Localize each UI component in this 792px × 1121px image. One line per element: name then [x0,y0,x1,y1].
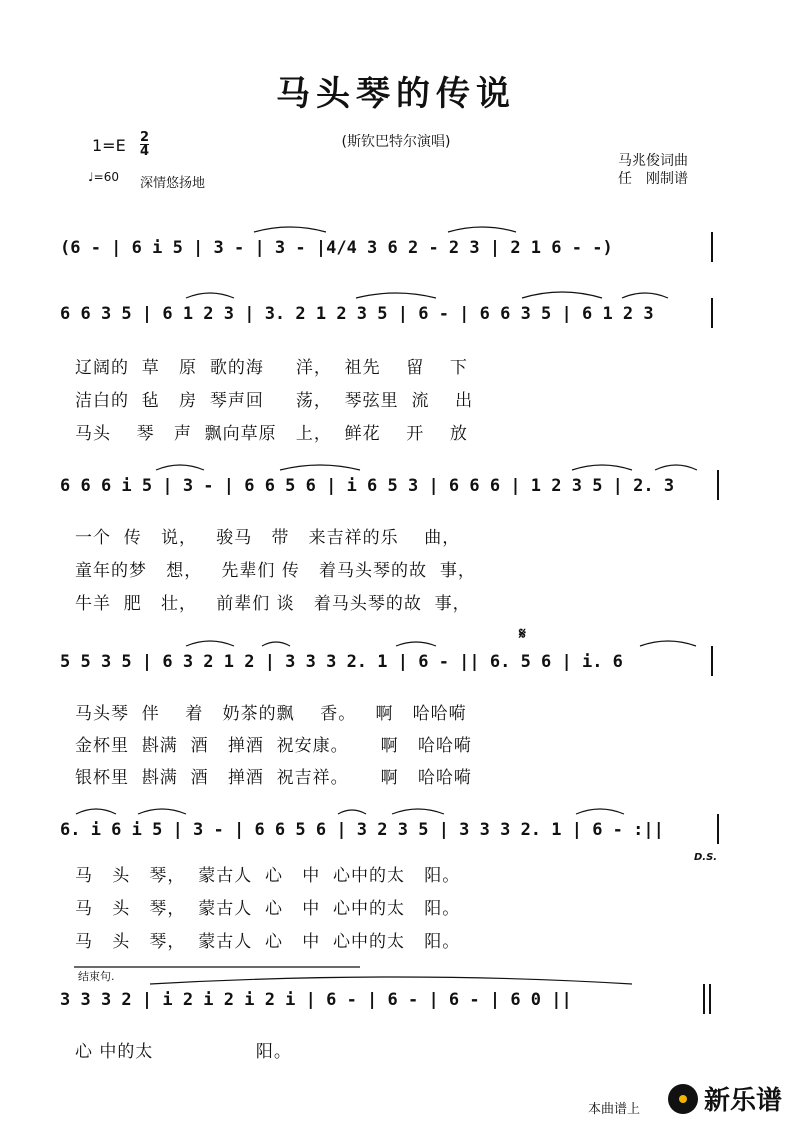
ending-label: 结束句. [78,970,115,983]
record-disc-icon [668,1084,698,1114]
song-subtitle: (斯钦巴特尔演唱) [341,134,451,150]
lyric-ending-line: 心 中的太 阳。 [75,1042,292,1062]
lyric-verse-3-line-3: 银杯里 斟满 酒 掸酒 祝吉祥。 啊 哈哈嗬 [75,768,472,788]
lyricist-composer: 马兆俊词曲 [618,153,688,169]
footer-note: 本曲谱上 [587,1102,640,1117]
staff-line-3: 6 6 6 i 5 | 3 - | 6 6 5 6 | i 6 5 3 | 6 6 6 | 1 2 3 5 | 2. 3 [60,476,675,496]
staff-line-4: 5 5 3 5 | 6 3 2 1 2 | 3 3 3 2. 1 | 6 - || 6. 5 6 | i. 6 [60,652,623,672]
staff-line-1: (6 - | 6 i 5 | 3 - | 3 - |4/4 3 6 2 - 2 3 | 2 1 6 - -) [60,238,613,258]
lyric-verse-1-line-3: 马头琴 伴 着 奶茶的飘 香。 啊 哈哈嗬 [75,704,467,724]
staff-line-5: 6. i 6 i 5 | 3 - | 6 6 5 6 | 3 2 3 5 | 3 3 3 2. 1 | 6 - :|| [60,820,664,840]
lyric-verse-2-line-2: 童年的梦 想， 先辈们 传 着马头琴的故 事， [75,561,476,581]
staff-line-2: 6 6 3 5 | 6 1 2 3 | 3. 2 1 2 3 5 | 6 - | 6 6 3 5 | 6 1 2 3 [60,304,654,324]
lyric-verse-1-line-4: 马 头 琴， 蒙古人 心 中 心中的太 阳。 [75,866,461,886]
segno-sign: 𝄋 [519,624,526,643]
lyric-verse-1-line-2: 一个 传 说， 骏马 带 来吉祥的乐 曲， [75,528,461,548]
lyric-verse-3-line-2: 牛羊 肥 壮， 前辈们 谈 着马头琴的故 事， [75,594,471,614]
lyric-verse-2-line-3: 金杯里 斟满 酒 掸酒 祝安康。 啊 哈哈嗬 [75,736,472,756]
staff-line-6: 3 3 3 2 | i 2 i 2 i 2 i | 6 - | 6 - | 6 - | 6 0 || [60,990,572,1010]
time-signature: 2 4 [140,130,150,159]
lyric-verse-1-line-1: 辽阔的 草 原 歌的海 洋， 祖先 留 下 [75,358,468,378]
key-signature: 1=E [92,136,126,155]
lyric-verse-3-line-4: 马 头 琴， 蒙古人 心 中 心中的太 阳。 [75,932,461,952]
arranger: 任 刚制谱 [618,171,688,187]
ds-mark: D.S. [694,852,718,863]
expression-mark: 深情悠扬地 [140,176,206,191]
lyric-verse-3-line-1: 马头 琴 声 飘向草原 上， 鲜花 开 放 [75,424,468,444]
site-logo-text: 新乐谱 [703,1086,782,1116]
tempo-mark: ♩=60 [88,170,119,184]
lyric-verse-2-line-1: 洁白的 毡 房 琴声回 荡， 琴弦里 流 出 [75,391,474,411]
lyric-verse-2-line-4: 马 头 琴， 蒙古人 心 中 心中的太 阳。 [75,899,461,919]
site-logo [668,1080,782,1117]
song-title: 马头琴的传说 [276,74,516,114]
